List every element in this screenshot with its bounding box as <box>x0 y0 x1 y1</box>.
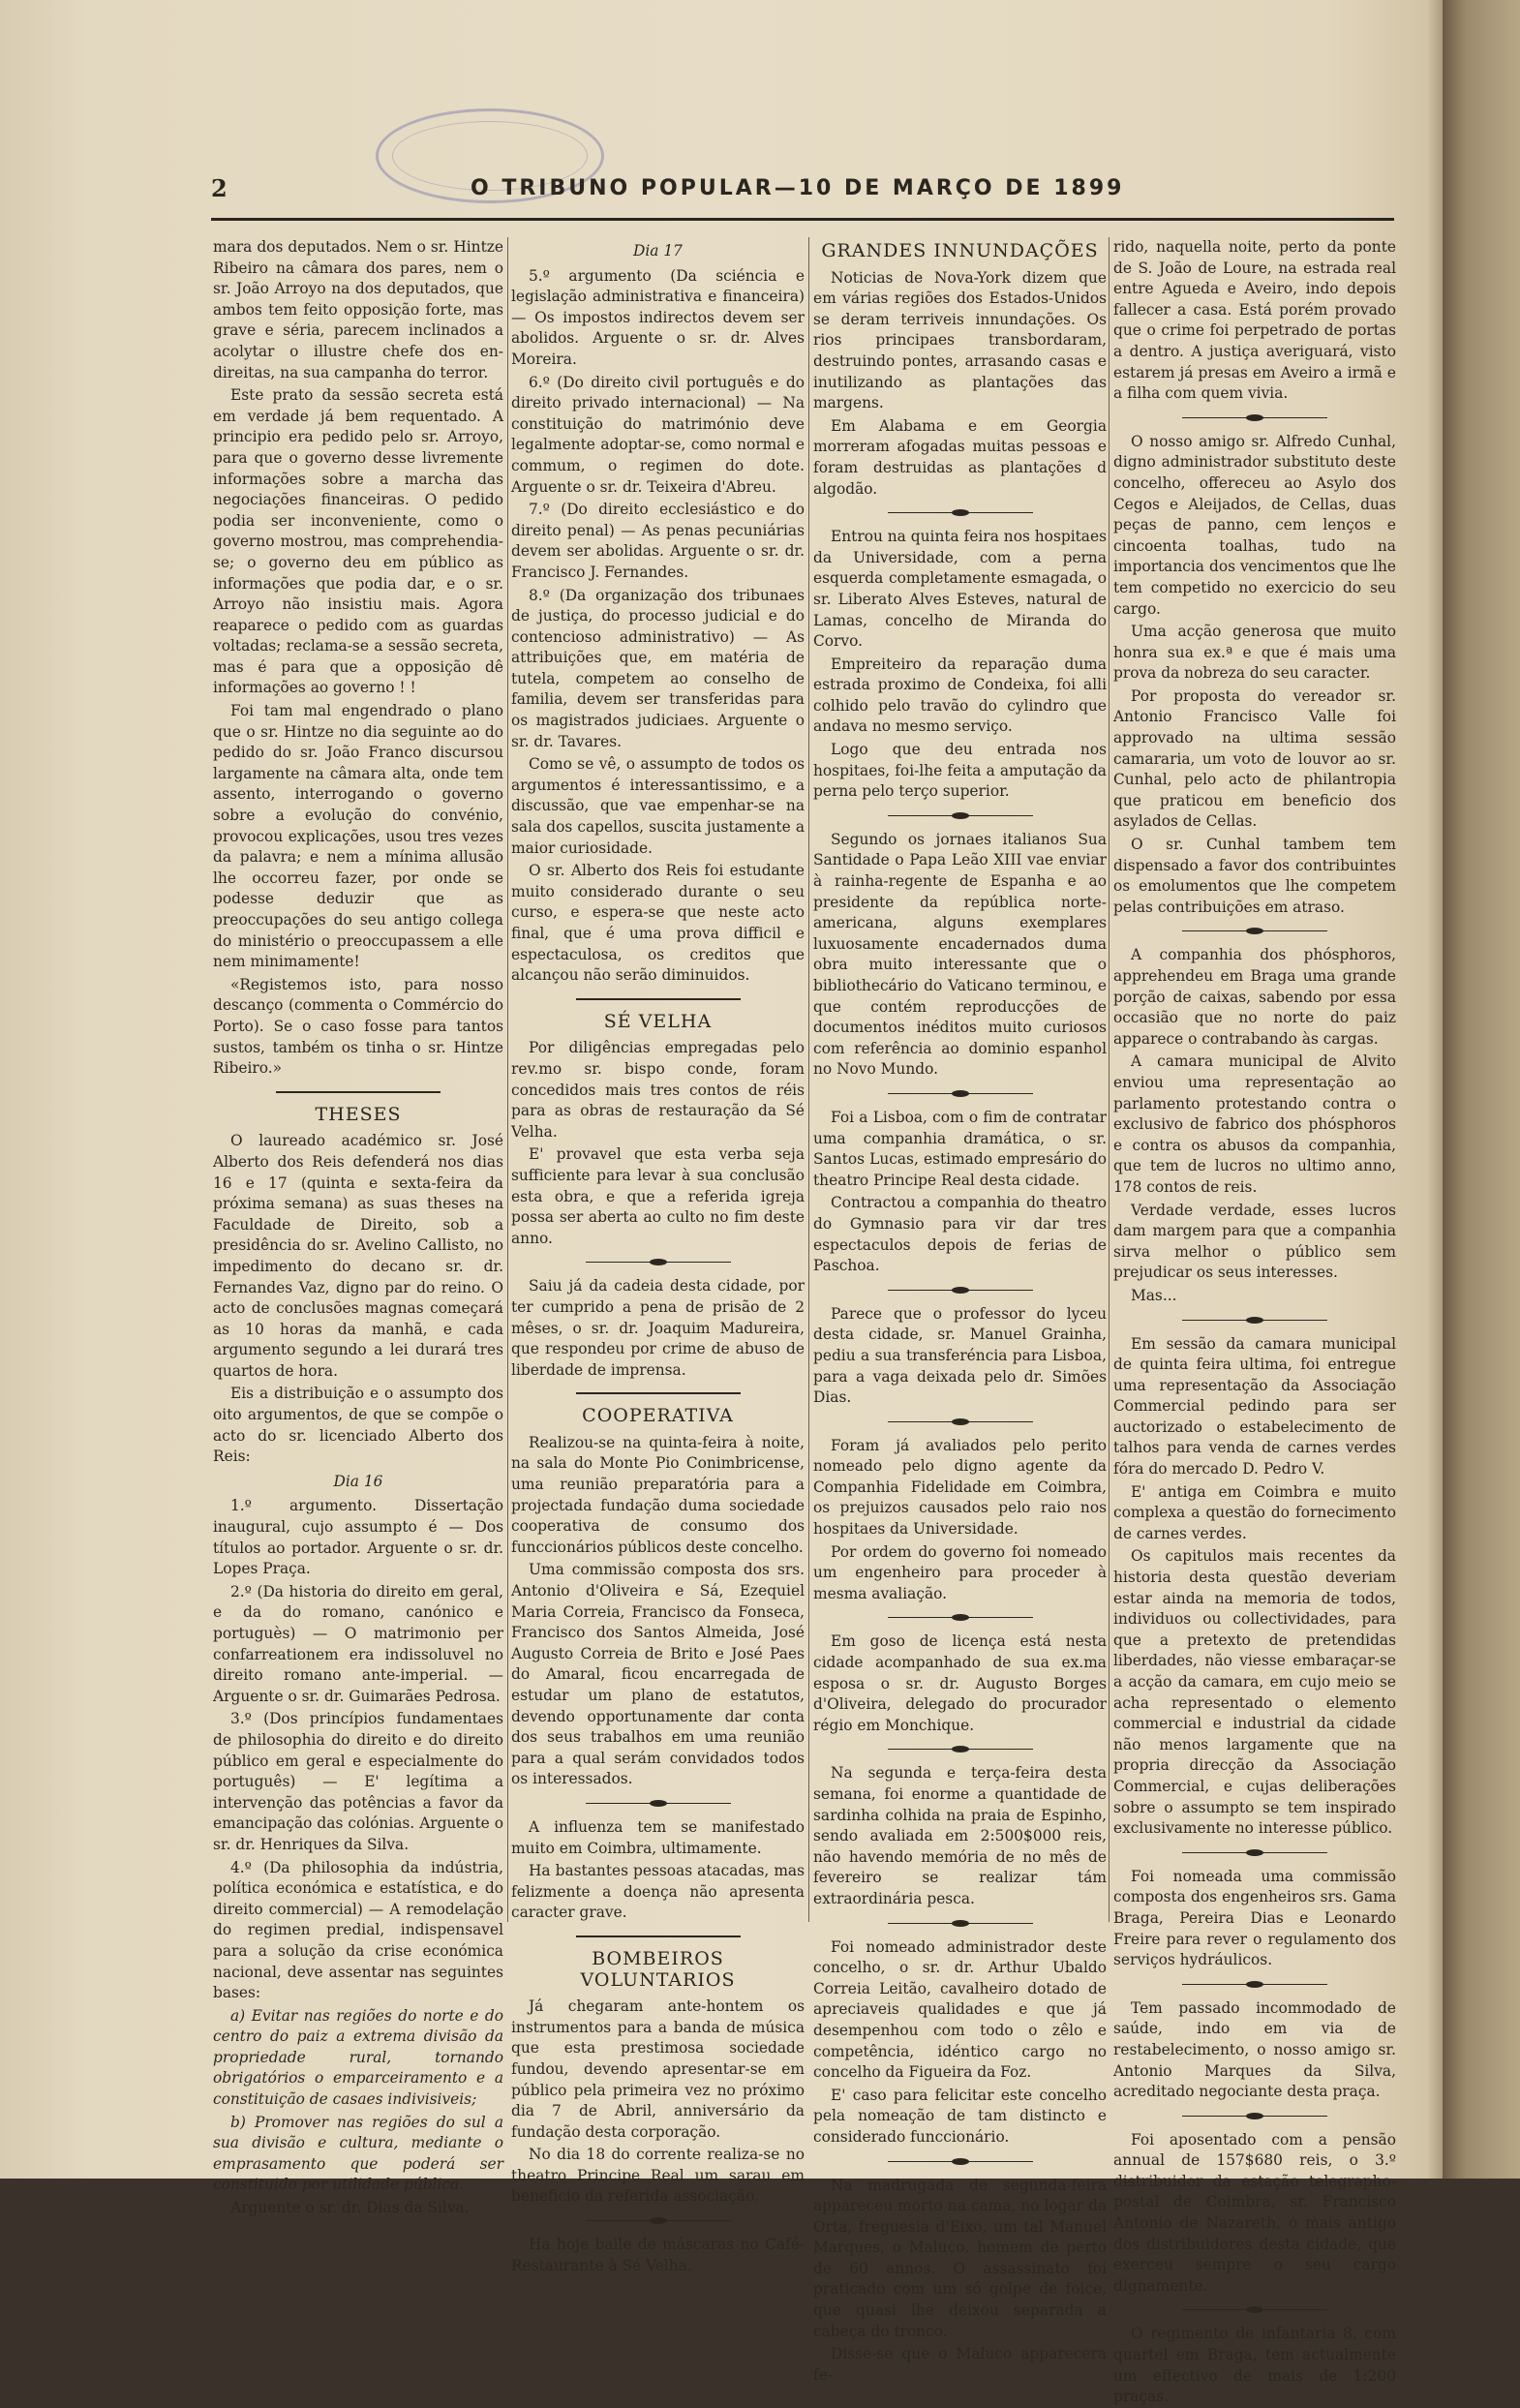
article-paragraph: Entrou na quinta feira nos hospitaes da Universidade, com a perna esquerda completamente esmagada, o sr. Liberato Alves Esteves, natural de Lamas, concelho de Miranda do Corvo. <box>813 528 1107 651</box>
article-paragraph: rido, naquella noite, perto da ponte de S. João de Loure, na estrada real entre Agueda e Aveiro, indo depois fallecer a casa. Está porém provado que o crime foi perpetrado de portas a dentro. A justiça averiguará, visto estarem já presas em Aveiro a irmã e a filha com quem vivia. <box>1113 238 1396 403</box>
column-2 <box>511 237 805 2274</box>
article-paragraph: Ha hoje baile de máscaras no Café-Restaurante à Sé Velha. <box>511 2236 805 2274</box>
day-heading: Dia 16 <box>333 1472 383 1490</box>
article-paragraph: Na madrugada de segunda-feira appareceu morto na cama, no logar da Orta, freguesia d'Eixo, um tal Manuel Marques, o Maluco, homem de perto de 60 annos. O assassinato foi praticado com um só golpe de foice, que quasi lhe deixou separada a cabeça do tronco. <box>813 2176 1107 2340</box>
article-paragraph: Logo que deu entrada nos hospitaes, foi-lhe feita a amputação da perna pelo terço superior. <box>813 741 1107 801</box>
article-paragraph: Eis a distribuição e o assumpto dos oito argumentos, de que se compõe o acto do sr. licenciado Alberto dos Reis: <box>213 1385 503 1466</box>
article-paragraph: Parece que o professor do lyceu desta cidade, sr. Manuel Grainha, pediu a sua transferéncia para Lisboa, para a vaga deixada pelo dr. Simões Dias. <box>813 1304 1107 1407</box>
article-paragraph: Uma commissão composta dos srs. Antonio d'Oliveira e Sá, Ezequiel Maria Correia, Francisco da Fonseca, Francisco dos Santos Almeida, José Augusto Correia de Brito e José Paes do Amaral, ficou encarregada de estudar um plano de estatutos, devendo opportunamente dar conta dos seus trabalhos em uma reunião para a qual serám convidados todos os interessados. <box>511 1561 805 1788</box>
article-paragraph: Contractou a companhia do theatro do Gymnasio para vir dar tres espectaculos depois de ferias de Paschoa. <box>813 1194 1107 1275</box>
column-divider <box>507 237 508 1922</box>
article-paragraph: Na segunda e terça-feira desta semana, foi enorme a quantidade de sardinha colhida na praia de Espinho, sendo avaliada em 2:500$000 reis, não havendo memória de no mês de fevereiro se realizar tám extraordinária pesca. <box>813 1764 1107 1907</box>
section-heading-cooperativa: COOPERATIVA <box>582 1405 734 1427</box>
article-paragraph: Arguente o sr. dr. Dias da Silva. <box>230 2199 470 2217</box>
article-paragraph: O sr. Alberto dos Reis foi estudante muito considerado durante o seu curso, e espera-se que neste acto final, que é uma prova difficil e espectaculosa, os creditos que alcançou não serão diminuidos. <box>511 862 805 985</box>
article-paragraph: a) Evitar nas regiões do norte e do centro do paiz a extrema divisão da propriedade rural, tornando obrigatórios o emparceiramento e a constituição de casaes indivisiveis; <box>213 2006 503 2109</box>
masthead-rule <box>211 218 1394 221</box>
article-paragraph: Por diligências empregadas pelo rev.mo sr. bispo conde, foram concedidos mais tres contos de réis para as obras de restauração da Sé Velha. <box>511 1039 805 1141</box>
separator-ornament <box>888 507 1033 519</box>
separator-ornament <box>1182 412 1327 424</box>
article-paragraph: E' antiga em Coimbra e muito complexa a questão do fornecimento de carnes verdes. <box>1113 1482 1396 1542</box>
article-paragraph: A camara municipal de Alvito enviou uma representação ao parlamento protestando contra o exclusivo de fabrico dos phósphoros e contra os abusos da companhia, que tem de lucros no ultimo anno, 178 contos de reis. <box>1113 1052 1396 1196</box>
article-paragraph: Uma acção generosa que muito honra sua ex.ª e que é mais uma prova da nobreza do seu caracter. <box>1113 623 1396 683</box>
article-paragraph: 3.º (Dos princípios fundamentaes de philosophia do direito e do direito público em geral e especialmente do português) — E' legítima a intervenção das potências a favor da emancipação das colónias. Arguente o sr. dr. Henriques da Silva. <box>213 1710 503 1853</box>
separator-ornament <box>586 1257 731 1268</box>
article-paragraph: b) Promover nas regiões do sul a sua divisão e cultura, mediante o emprasamento que poderá ser constituido por utilidade pública. <box>213 2113 503 2194</box>
section-heading-se-velha: SÉ VELHA <box>603 1010 713 1032</box>
section-rule <box>576 1392 741 1394</box>
article-paragraph: O nosso amigo sr. Alfredo Cunhal, digno administrador substituto deste concelho, offereceu ao Asylo dos Cegos e Aleijados, de Cellas, duas peças de panno, cem lenços e cincoenta toalhas, tudo na importancia dos vencimentos que lhe tem competido no exercicio do seu cargo. <box>1113 432 1396 618</box>
article-paragraph: Verdade verdade, esses lucros dam margem para que a companhia sirva melhor o público sem prejudicar os seus interesses. <box>1113 1201 1396 1282</box>
article-paragraph: Tem passado incommodado de saúde, indo em via de restabelecimento, o nosso amigo sr. Antonio Marques da Silva, acreditado negociante desta praça. <box>1113 1998 1396 2101</box>
masthead <box>211 172 1392 215</box>
article-paragraph: Foi aposentado com a pensão annual de 157$680 reis, o 3.º distribuidor da estação telegrapho-postal de Coimbra, sr. Francisco Antonio de Nazareth, o mais antigo dos distribuidores desta cidade, que exerceu sempre o seu cargo dignamente. <box>1113 2130 1396 2295</box>
article-paragraph: O laureado académico sr. José Alberto dos Reis defenderá nos dias 16 e 17 (quinta e sexta-feira da próxima semana) as suas theses na Faculdade de Direito, sob a presidência do sr. Avelino Callisto, no impedimento do decano sr. dr. Fernandes Vaz, digno par do reino. O acto de conclusões magnas começará as 10 horas da manhã, e cada argumento segundo a lei durará tres quartos de hora. <box>213 1132 503 1380</box>
article-paragraph: 8.º (Da organização dos tribunaes de justiça, do processo judicial e do contencioso administrativo) — As attribuições que, em matéria de tutela, competem ao conselho de familia, devem ser transferidas para os magistrados judiciaes. Arguente o sr. dr. Tavares. <box>511 586 805 750</box>
separator-ornament <box>888 1088 1033 1100</box>
article-paragraph: 7.º (Do direito ecclesiástico e do direito penal) — As penas pecuniárias devem ser abolidas. Arguente o sr. dr. Francisco J. Fernandes. <box>511 501 805 581</box>
article-paragraph: Saiu já da cadeia desta cidade, por ter cumprido a pena de prisão de 2 mêses, o sr. dr. Joaquim Madureira, que respondeu por crime de abuso de liberdade de imprensa. <box>511 1277 805 1379</box>
article-paragraph: 6.º (Do direito civil português e do direito privado internacional) — Na constituição do matrimónio deve legalmente adoptar-se, como normal e commum, o regimen do dote. Arguente o sr. dr. Teixeira d'Abreu. <box>511 373 805 496</box>
article-paragraph: Disse-se que o Maluco apparecera fe- <box>813 2345 1107 2384</box>
separator-ornament <box>888 1744 1033 1755</box>
article-paragraph: 2.º (Da historia do direito em geral, e da do romano, canónico e portuguès) — O matrimonio per confarreationem era indissoluvel no direito romano ante-imperial. — Arguente o sr. dr. Guimarães Pedrosa. <box>213 1582 503 1705</box>
article-paragraph: Realizou-se na quinta-feira à noite, na sala do Monte Pio Conimbricense, uma reunião preparatória para a projectada fundação duma sociedade cooperativa de consumo dos funccionários públicos deste concelho. <box>511 1433 805 1556</box>
article-paragraph: Como se vê, o assumpto de todos os argumentos é interessantissimo, e a discussão, que vae empenhar-se na sala dos capellos, suscita justamente a maior curiosidade. <box>511 755 805 857</box>
article-paragraph: O sr. Cunhal tambem tem dispensado a favor dos contribuintes os emolumentos que lhe competem pelas contribuições em atraso. <box>1113 836 1396 916</box>
adjacent-page-edge <box>1443 0 1520 2179</box>
newspaper-title: O TRIBUNO POPULAR—10 DE MARÇO DE 1899 <box>471 176 1125 200</box>
article-paragraph: A influenza tem se manifestado muito em Coimbra, ultimamente. <box>511 1817 805 1857</box>
page-fold-shadow <box>1427 0 1443 2179</box>
column-divider <box>1109 237 1110 1922</box>
separator-ornament <box>1182 2304 1327 2316</box>
column-4 <box>1113 237 1396 2406</box>
article-paragraph: E' provavel que esta verba seja sufficiente para levar à sua conclusão esta obra, e que a referida igreja possa ser aberta ao culto no fim deste anno. <box>511 1145 805 1247</box>
article-paragraph: Por proposta do vereador sr. Antonio Francisco Valle foi approvado na ultima sessão camararia, um voto de louvor ao sr. Cunhal, pelo acto de philantropia que praticou em beneficio dos asylados de Cellas. <box>1113 686 1396 831</box>
separator-ornament <box>1182 2111 1327 2122</box>
article-paragraph: Mas... <box>1131 1286 1177 1304</box>
article-paragraph: Foi nomeada uma commissão composta dos engenheiros srs. Gama Braga, Pereira Dias e Leonardo Freire para rever o regulamento dos serviços hydráulicos. <box>1113 1867 1396 1969</box>
article-paragraph: Já chegaram ante-hontem os instrumentos para a banda de música que esta prestimosa sociedade fundou, devendo apresentar-se em público pela primeira vez no próximo dia 7 de Abril, anniversário da fundação desta corporação. <box>511 1997 805 2141</box>
separator-ornament <box>888 810 1033 822</box>
separator-ornament <box>1182 1315 1327 1326</box>
article-paragraph: E' caso para felicitar este concelho pela nomeação de tam distincto e considerado funccionário. <box>813 2086 1107 2146</box>
column-divider <box>808 237 809 1922</box>
section-rule <box>276 1091 441 1093</box>
separator-ornament <box>1182 1847 1327 1859</box>
article-paragraph: Noticias de Nova-York dizem que em várias regiões dos Estados-Unidos se deram terriveis innundações. Os rios principaes transbordaram, destruindo pontes, arrasando casas e inutilizando as plantações das margens. <box>813 268 1107 412</box>
article-paragraph: A companhia dos phósphoros, apprehendeu em Braga uma grande porção de caixas, sabendo por essa occasião que no norte do paiz apparece o contrabando às cargas. <box>1113 946 1396 1048</box>
article-paragraph: Ha bastantes pessoas atacadas, mas felizmente a doença não apresenta caracter grave. <box>511 1862 805 1922</box>
article-paragraph: Em goso de licença está nesta cidade acompanhado de sua ex.ma esposa o sr. dr. Augusto Borges d'Oliveira, delegado do procurador régio em Monchique. <box>813 1632 1107 1734</box>
article-paragraph: Por ordem do governo foi nomeado um engenheiro para proceder à mesma avaliação. <box>813 1542 1107 1602</box>
article-paragraph: Este prato da sessão secreta está em verdade já bem requentado. A principio era pedido pelo sr. Arroyo, para que o governo desse livremente informações sobre a marcha das negociações financeiras. O pedido podia ser inconveniente, como o governo mostrou, mas comprehendia-se; o governo deu em público as informações que podia dar, e o sr. Arroyo não insistiu mais. Agora reaparece o pedido com as guardas voltadas; reclama-se a sessão secreta, mas é para que a opposição dê informações ao governo ! ! <box>213 386 503 697</box>
separator-ornament <box>888 1612 1033 1624</box>
article-paragraph: Foi tam mal engendrado o plano que o sr. Hintze no dia seguinte ao do pedido do sr. João Franco discursou largamente na câmara alta, onde tem assento, interrogando o governo sobre a evolução do convénio, provocou explicações, usou tres vezes da palavra; e nem a mínima allusão lhe occorreu fazer, por onde se podesse deduzir que as preoccupações do seu antigo collega do ministério o preoccupassem a elle nem minimamente! <box>213 702 503 971</box>
column-1 <box>213 237 503 2217</box>
article-paragraph: Empreiteiro da reparação duma estrada proximo de Condeixa, foi alli colhido pelo travão do cylindro que andava no mesmo serviço. <box>813 655 1107 736</box>
article-paragraph: Em Alabama e em Georgia morreram afogadas muitas pessoas e foram destruidas as plantações d algodão. <box>813 416 1107 498</box>
separator-ornament <box>1182 1979 1327 1991</box>
page-number: 2 <box>211 174 228 202</box>
article-paragraph: No dia 18 do corrente realiza-se no theatro Principe Real um sarau em beneficio da referida associação. <box>511 2146 805 2206</box>
section-heading-bombeiros: BOMBEIROS VOLUNTARIOS <box>580 1947 736 1991</box>
separator-ornament <box>888 2156 1033 2168</box>
article-paragraph: 5.º argumento (Da sciéncia e legislação administrativa e financeira) — Os impostos indirectos devem ser abolidos. Arguente o sr. dr. Alves Moreira. <box>511 266 805 368</box>
article-paragraph: Em sessão da camara municipal de quinta feira ultima, foi entregue uma representação da Associação Commercial pedindo para ser auctorizado o estabelecimento de talhos para venda de carnes verdes fóra do mercado D. Pedro V. <box>1113 1334 1396 1478</box>
article-paragraph: «Registemos isto, para nosso descanço (commenta o Commércio do Porto). Se o caso fosse para tantos sustos, também os tinha o sr. Hintze Ribeiro.» <box>213 975 503 1078</box>
section-heading-innundacoes: GRANDES INNUNDAÇÕES <box>821 240 1099 261</box>
section-rule <box>576 998 741 1000</box>
article-paragraph: O regimento de infantaria 8, com quartel em Braga, tem actualmente um effectivo de mais de 1:200 praças. <box>1113 2325 1396 2406</box>
article-paragraph: Os capitulos mais recentes da historia desta questão deveriam estar ainda na memoria de todos, individuos ou collectividades, para que a pretexto de pretendidas liberdades, não viesse embaraçar-se a acção da camara, em cujo meio se acha representado o elemento commercial e industrial da cidade não menos largamente que na propria direcção da Associação Commercial, e cujas deliberações sobre o assumpto se tem inspirado exclusivamente no interesse público. <box>1113 1547 1396 1838</box>
article-paragraph: Foi nomeado administrador deste concelho, o sr. dr. Arthur Ubaldo Correia Leitão, cavalheiro dotado de apreciaveis qualidades e que já desempenhou com todo o zêlo e competência, idéntico cargo no concelho da Figueira da Foz. <box>813 1937 1107 2082</box>
separator-ornament <box>1182 926 1327 937</box>
article-paragraph: Foram já avaliados pelo perito nomeado pelo digno agente da Companhia Fidelidade em Coimbra, os prejuizos causados pelo raio nos hospitaes da Universidade. <box>813 1436 1107 1539</box>
article-paragraph: Segundo os jornaes italianos Sua Santidade o Papa Leão XIII vae enviar à rainha-regente de Espanha e ao presidente da república norte-americana, alguns exemplares luxuosamente encadernados duma obra muito interessante que o bibliothecário do Vaticano terminou, e que contém reproducções de documentos inéditos muito curiosos com referência ao dominio espanhol no Novo Mundo. <box>813 830 1107 1079</box>
separator-ornament <box>586 2215 731 2227</box>
column-3 <box>813 237 1107 2384</box>
separator-ornament <box>586 1798 731 1810</box>
article-paragraph: 4.º (Da philosophia da indústria, política económica e estatística, e do direito commercial) — A remodelação do regimen predial, indispensavel para a solução da crise económica nacional, deve assentar nas seguintes bases: <box>213 1858 503 2002</box>
section-rule <box>576 1936 741 1937</box>
article-paragraph: 1.º argumento. Dissertação inaugural, cujo assumpto é — Dos títulos ao portador. Arguente o sr. dr. Lopes Praça. <box>213 1497 503 1578</box>
article-paragraph: mara dos deputados. Nem o sr. Hintze Ribeiro na câmara dos pares, nem o sr. João Arroyo na dos deputados, que ambos tem feito opposição forte, mas grave e séria, parecem inclinados a acolytar o illustre chefe dos en-direitas, na sua campanha do terror. <box>213 238 503 381</box>
separator-ornament <box>888 1285 1033 1296</box>
article-paragraph: Foi a Lisboa, com o fim de contratar uma companhia dramática, o sr. Santos Lucas, estimado empresário do theatro Principe Real desta cidade. <box>813 1108 1107 1189</box>
day-heading: Dia 17 <box>633 242 683 259</box>
separator-ornament <box>888 1918 1033 1930</box>
separator-ornament <box>888 1417 1033 1428</box>
section-heading-theses: THESES <box>315 1103 402 1125</box>
